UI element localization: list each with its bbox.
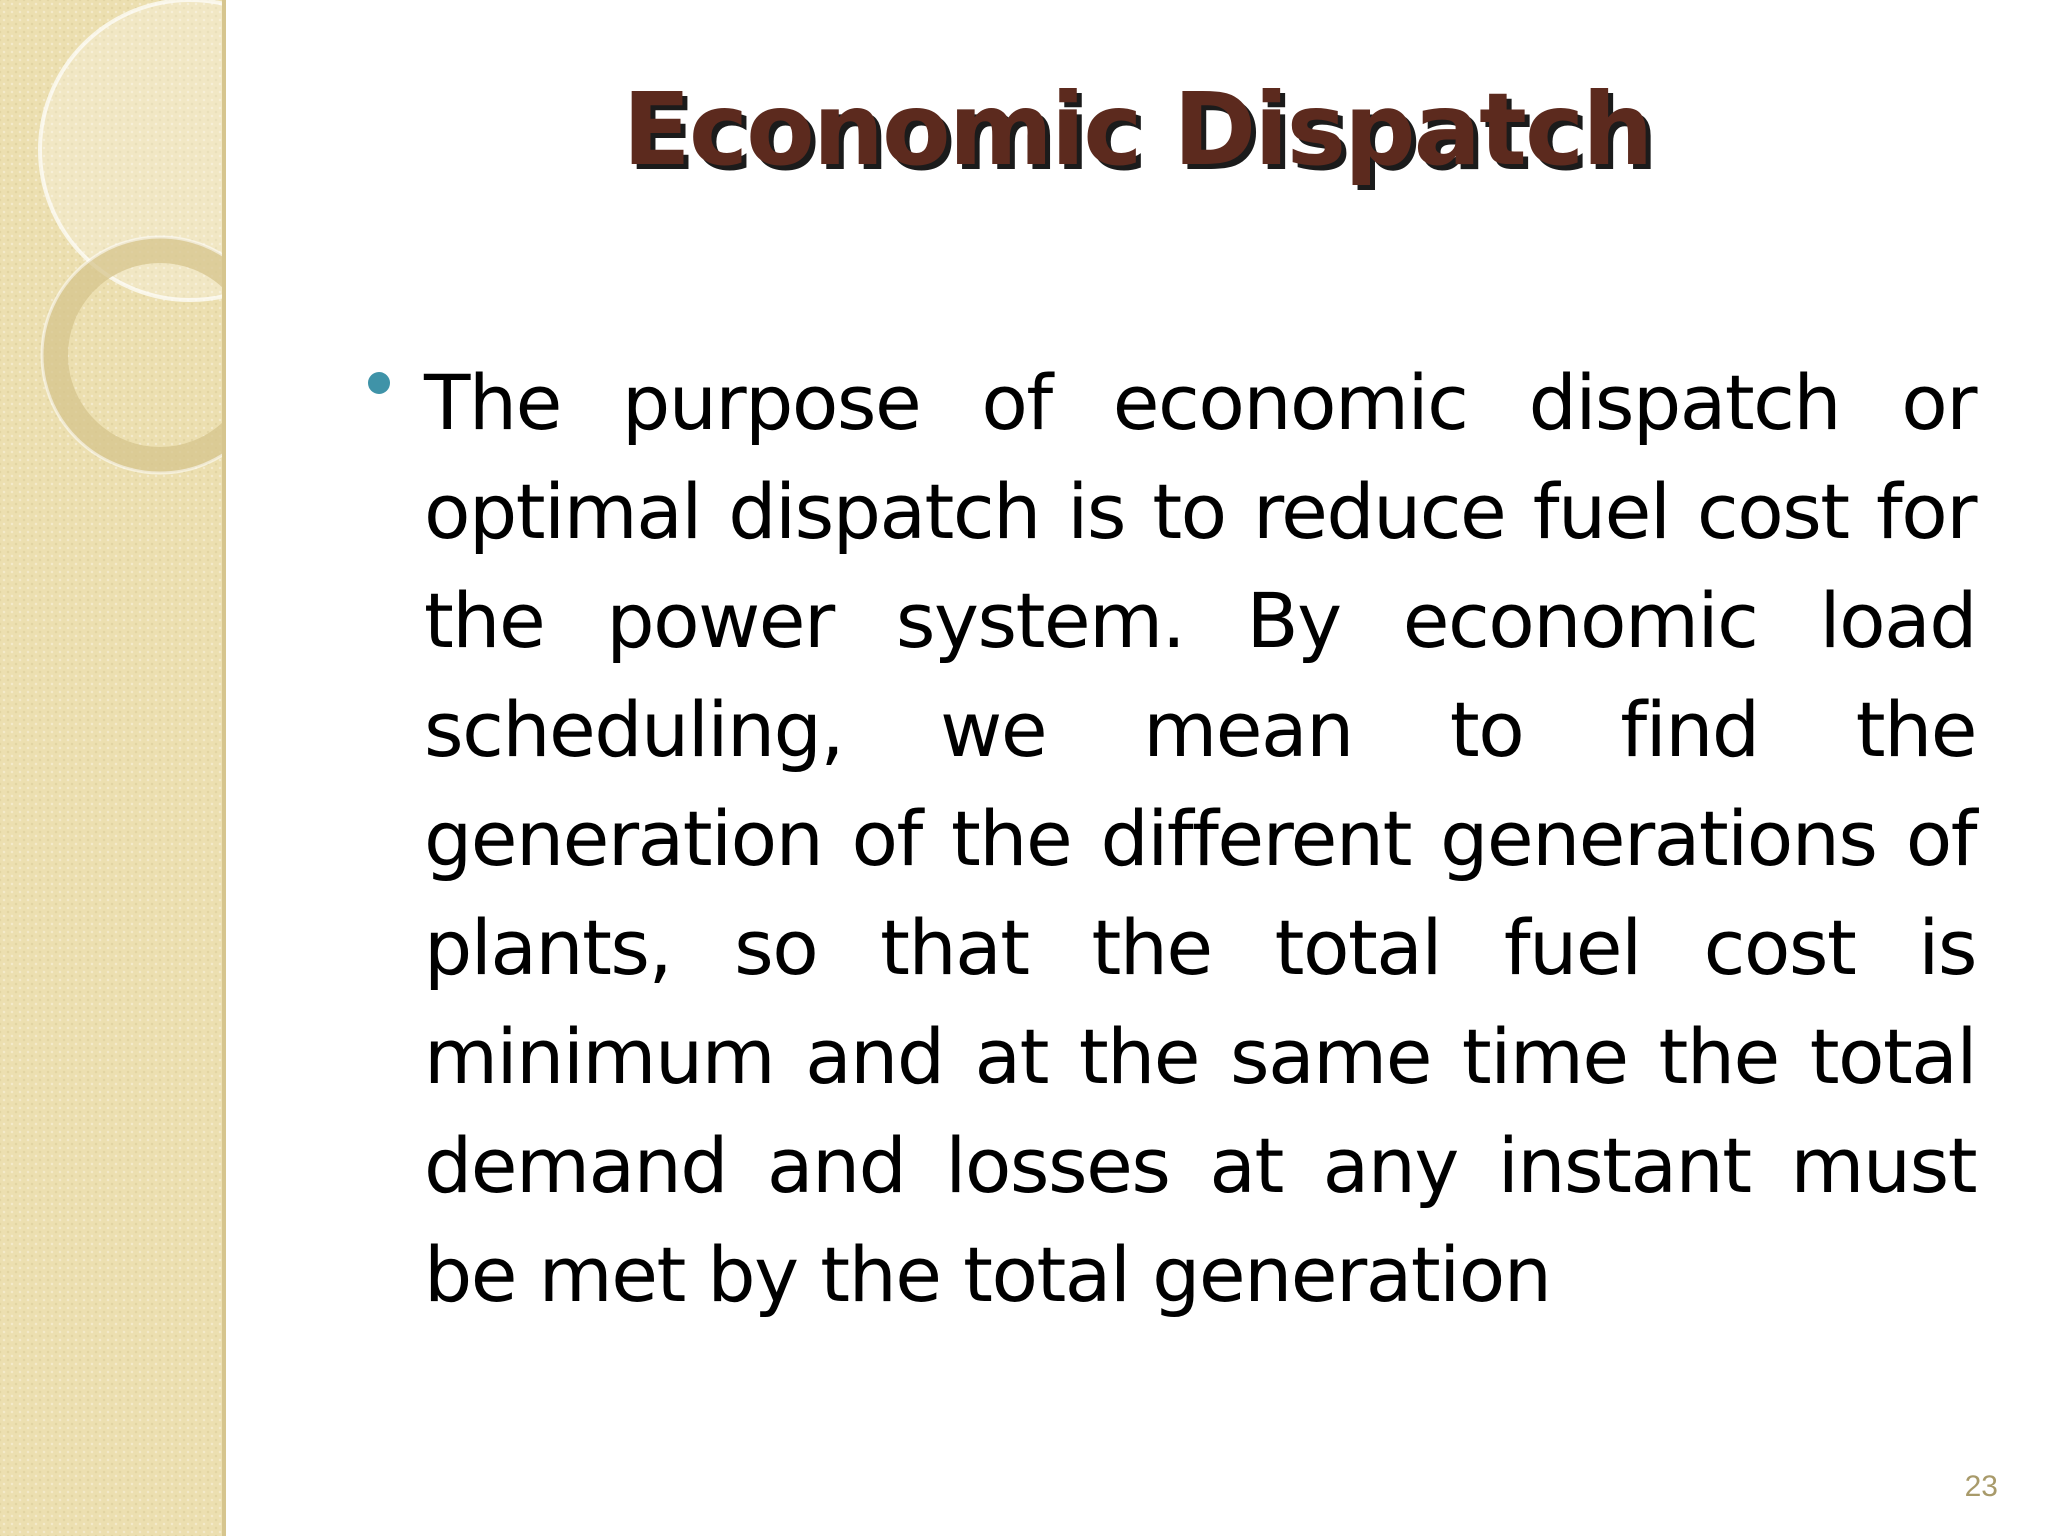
bullet-text: The purpose of economic dispatch or optimal dispatch is to reduce fuel cost for the power system. By economic load scheduling, we mean to find the generation of the different generations of plants, so that the total fuel cost is minimum and at the same time the total demand and losses at any instant must be met by the total generation bbox=[424, 358, 1976, 1319]
decorative-rings-icon bbox=[0, 0, 226, 1536]
bullet-icon bbox=[368, 372, 390, 394]
decorative-sidebar bbox=[0, 0, 226, 1536]
page-number: 23 bbox=[1964, 1470, 1998, 1503]
sidebar-edge bbox=[222, 0, 226, 1536]
slide-title: Economic Dispatch bbox=[622, 71, 1652, 188]
